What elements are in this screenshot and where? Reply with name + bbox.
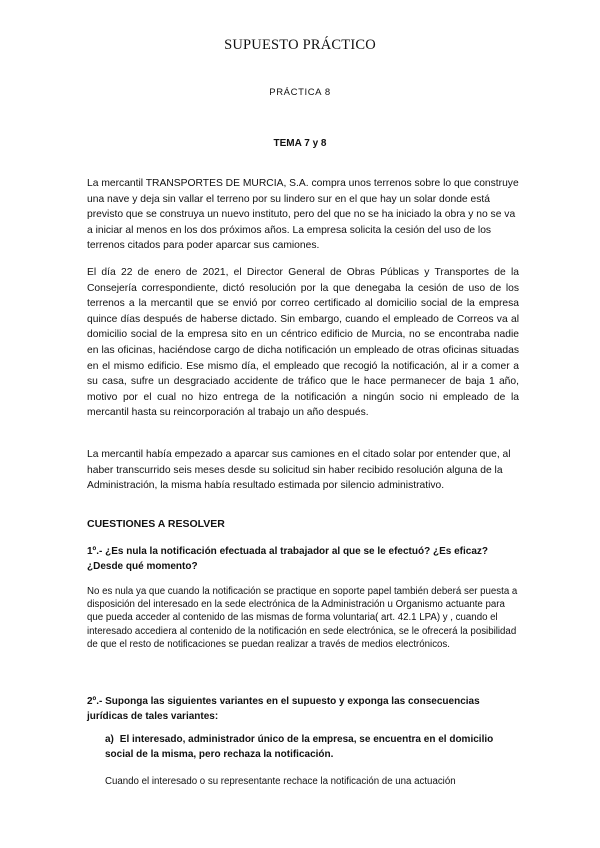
- questions-heading: CUESTIONES A RESOLVER: [87, 518, 225, 530]
- variant-a: [105, 733, 505, 762]
- variant-a-answer: Cuando el interesado o su representante rechace la notificación de una actuación: [105, 776, 456, 787]
- answer-1: No es nula ya que cuando la notificación se practique en soporte papel también deberá ser puesta a disposición del interesado en la sede electrónica de la Administración u Organismo actuante para que pueda acceder al contenido de las mismas de forma voluntaria( art. 42.1 LPA) y , cuando el interesado accediera al contenido de la notificación en sede electrónica, se le ofrecerá la posibilidad de que el resto de notificaciones se puedan realizar a través de medios electrónicos.: [87, 586, 518, 650]
- variant-a-label: a): [105, 734, 114, 745]
- case-paragraph-2: El día 22 de enero de 2021, el Director General de Obras Públicas y Transportes de la Consejería correspondiente, dictó resolución por la que denegaba la cesión de uso de los terrenos a la mercantil que se envió por correo certificado al domicilio social de la empresa quince días después de haberse dictado. Sin embargo, cuando el empleado de Correos va al domicilio social de la empresa sito en un céntrico edificio de Murcia, no se encontraba nadie en las oficinas, haciéndose cargo de dicha notificación un empleado de otras oficinas situadas en el mismo edificio. Ese mismo día, el empleado que recogió la notificación, al ir a comer a su casa, sufre un desgraciado accidente de tráfico que le hace permanecer de baja 1 año, motivo por el cual no hizo entrega de la notificación a ningún socio ni empleado de la mercantil hasta su reincorporación al trabajo un año después.: [87, 267, 519, 419]
- variant-a-text: El interesado, administrador único de la empresa, se encuentra en el domicilio social de la misma, pero rechaza la notificación.: [105, 734, 494, 760]
- document-title: SUPUESTO PRÁCTICO: [224, 37, 376, 53]
- topic-heading: TEMA 7 y 8: [273, 138, 327, 149]
- case-paragraph-1: La mercantil TRANSPORTES DE MURCIA, S.A. compra unos terrenos sobre lo que construye una nave y deja sin vallar el terreno por su lindero sur en el que hay un solar donde está previsto que se construya un nuevo instituto, pero del que no se ha iniciado la obra y no se va a iniciar al menos en los dos próximos años. La empresa solicita la cesión del uso de los terrenos citados para poder aparcar sus camiones.: [87, 178, 519, 252]
- question-1: 1º.- ¿Es nula la notificación efectuada al trabajador al que se le efectuó? ¿Es eficaz? ¿Desde qué momento?: [87, 546, 488, 572]
- case-paragraph-3: La mercantil había empezado a aparcar sus camiones en el citado solar por entender que, al haber transcurrido seis meses desde su solicitud sin haber recibido resolución alguna de la Administración, la misma había resultado estimada por silencio administrativo.: [87, 449, 511, 492]
- question-2: 2º.- Suponga las siguientes variantes en el supuesto y exponga las consecuencias jurídicas de tales variantes:: [87, 696, 480, 722]
- practice-number: PRÁCTICA 8: [269, 87, 331, 98]
